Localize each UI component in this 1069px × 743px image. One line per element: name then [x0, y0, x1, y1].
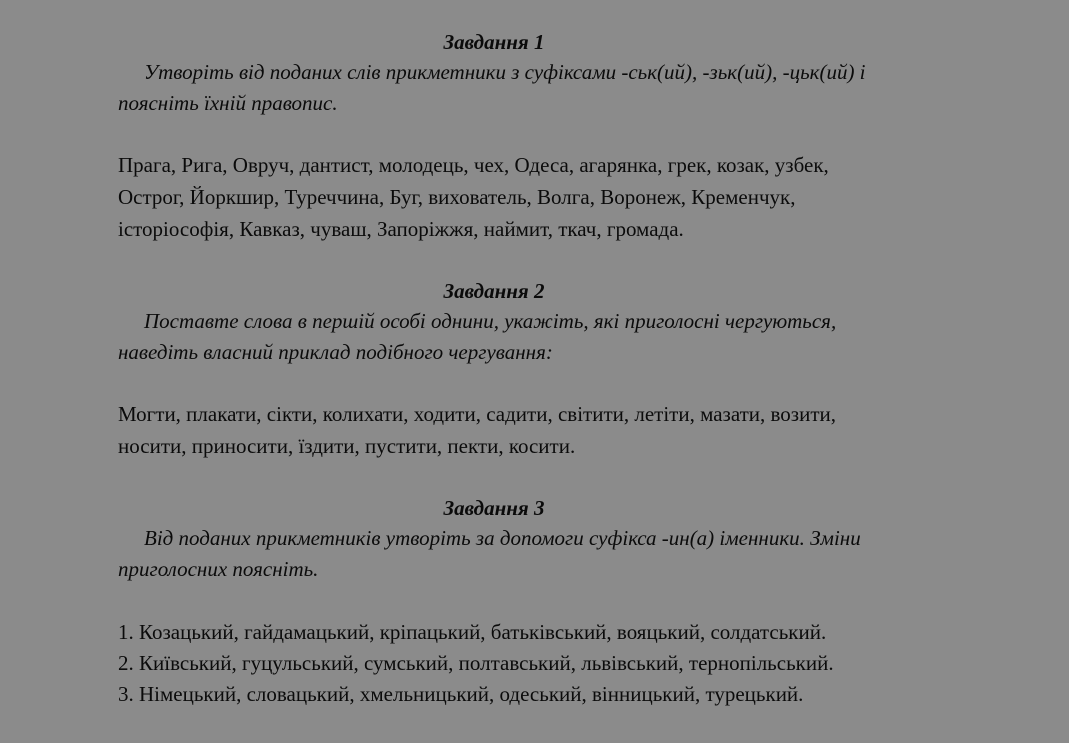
task-3-list-item-2: 2. Київський, гуцульський, сумський, полтавський, львівський, тернопільський. — [118, 651, 834, 675]
task-1 — [118, 27, 988, 119]
task-2-instruction-line-1: Поставте слова в першій особі однини, укажіть, які приголосні чергуються, — [144, 309, 837, 333]
task-3 — [118, 493, 988, 585]
task-1-words-line-1: Прага, Рига, Овруч, дантист, молодець, чех, Одеса, агарянка, грек, козак, узбек, — [118, 153, 829, 177]
task-3-title: Завдання 3 — [443, 496, 545, 520]
task-1-instruction-line-1: Утворіть від поданих слів прикметники з суфіксами -ськ(ий), -зьк(ий), -цьк(ий) і — [144, 60, 866, 84]
task-2-words — [118, 398, 988, 462]
task-1-instruction-line-2: поясніть їхній правопис. — [118, 91, 338, 115]
task-2-instruction-line-2: наведіть власний приклад подібного чергування: — [118, 340, 553, 364]
task-1-words-line-3: історіософія, Кавказ, чуваш, Запоріжжя, наймит, ткач, громада. — [118, 217, 684, 241]
task-2-words-line-2: носити, приносити, їздити, пустити, пекти, косити. — [118, 434, 576, 458]
task-2-words-line-1: Могти, плакати, сікти, колихати, ходити, садити, світити, летіти, мазати, возити, — [118, 402, 837, 426]
task-1-title: Завдання 1 — [443, 30, 545, 54]
task-3-list — [118, 617, 988, 710]
task-3-list-item-3: 3. Німецький, словацький, хмельницький, одеський, вінницький, турецький. — [118, 682, 804, 706]
task-2 — [118, 276, 988, 368]
task-2-title: Завдання 2 — [443, 279, 545, 303]
task-1-words — [118, 149, 988, 245]
task-3-instruction-line-1: Від поданих прикметників утворіть за допомоги суфікса -ин(а) іменники. Зміни — [144, 526, 861, 550]
task-3-instruction-line-2: приголосних поясніть. — [118, 557, 319, 581]
task-1-words-line-2: Острог, Йоркшир, Туреччина, Буг, вихователь, Волга, Воронеж, Кременчук, — [118, 185, 796, 209]
task-3-list-item-1: 1. Козацький, гайдамацький, кріпацький, батьківський, вояцький, солдатський. — [118, 620, 827, 644]
